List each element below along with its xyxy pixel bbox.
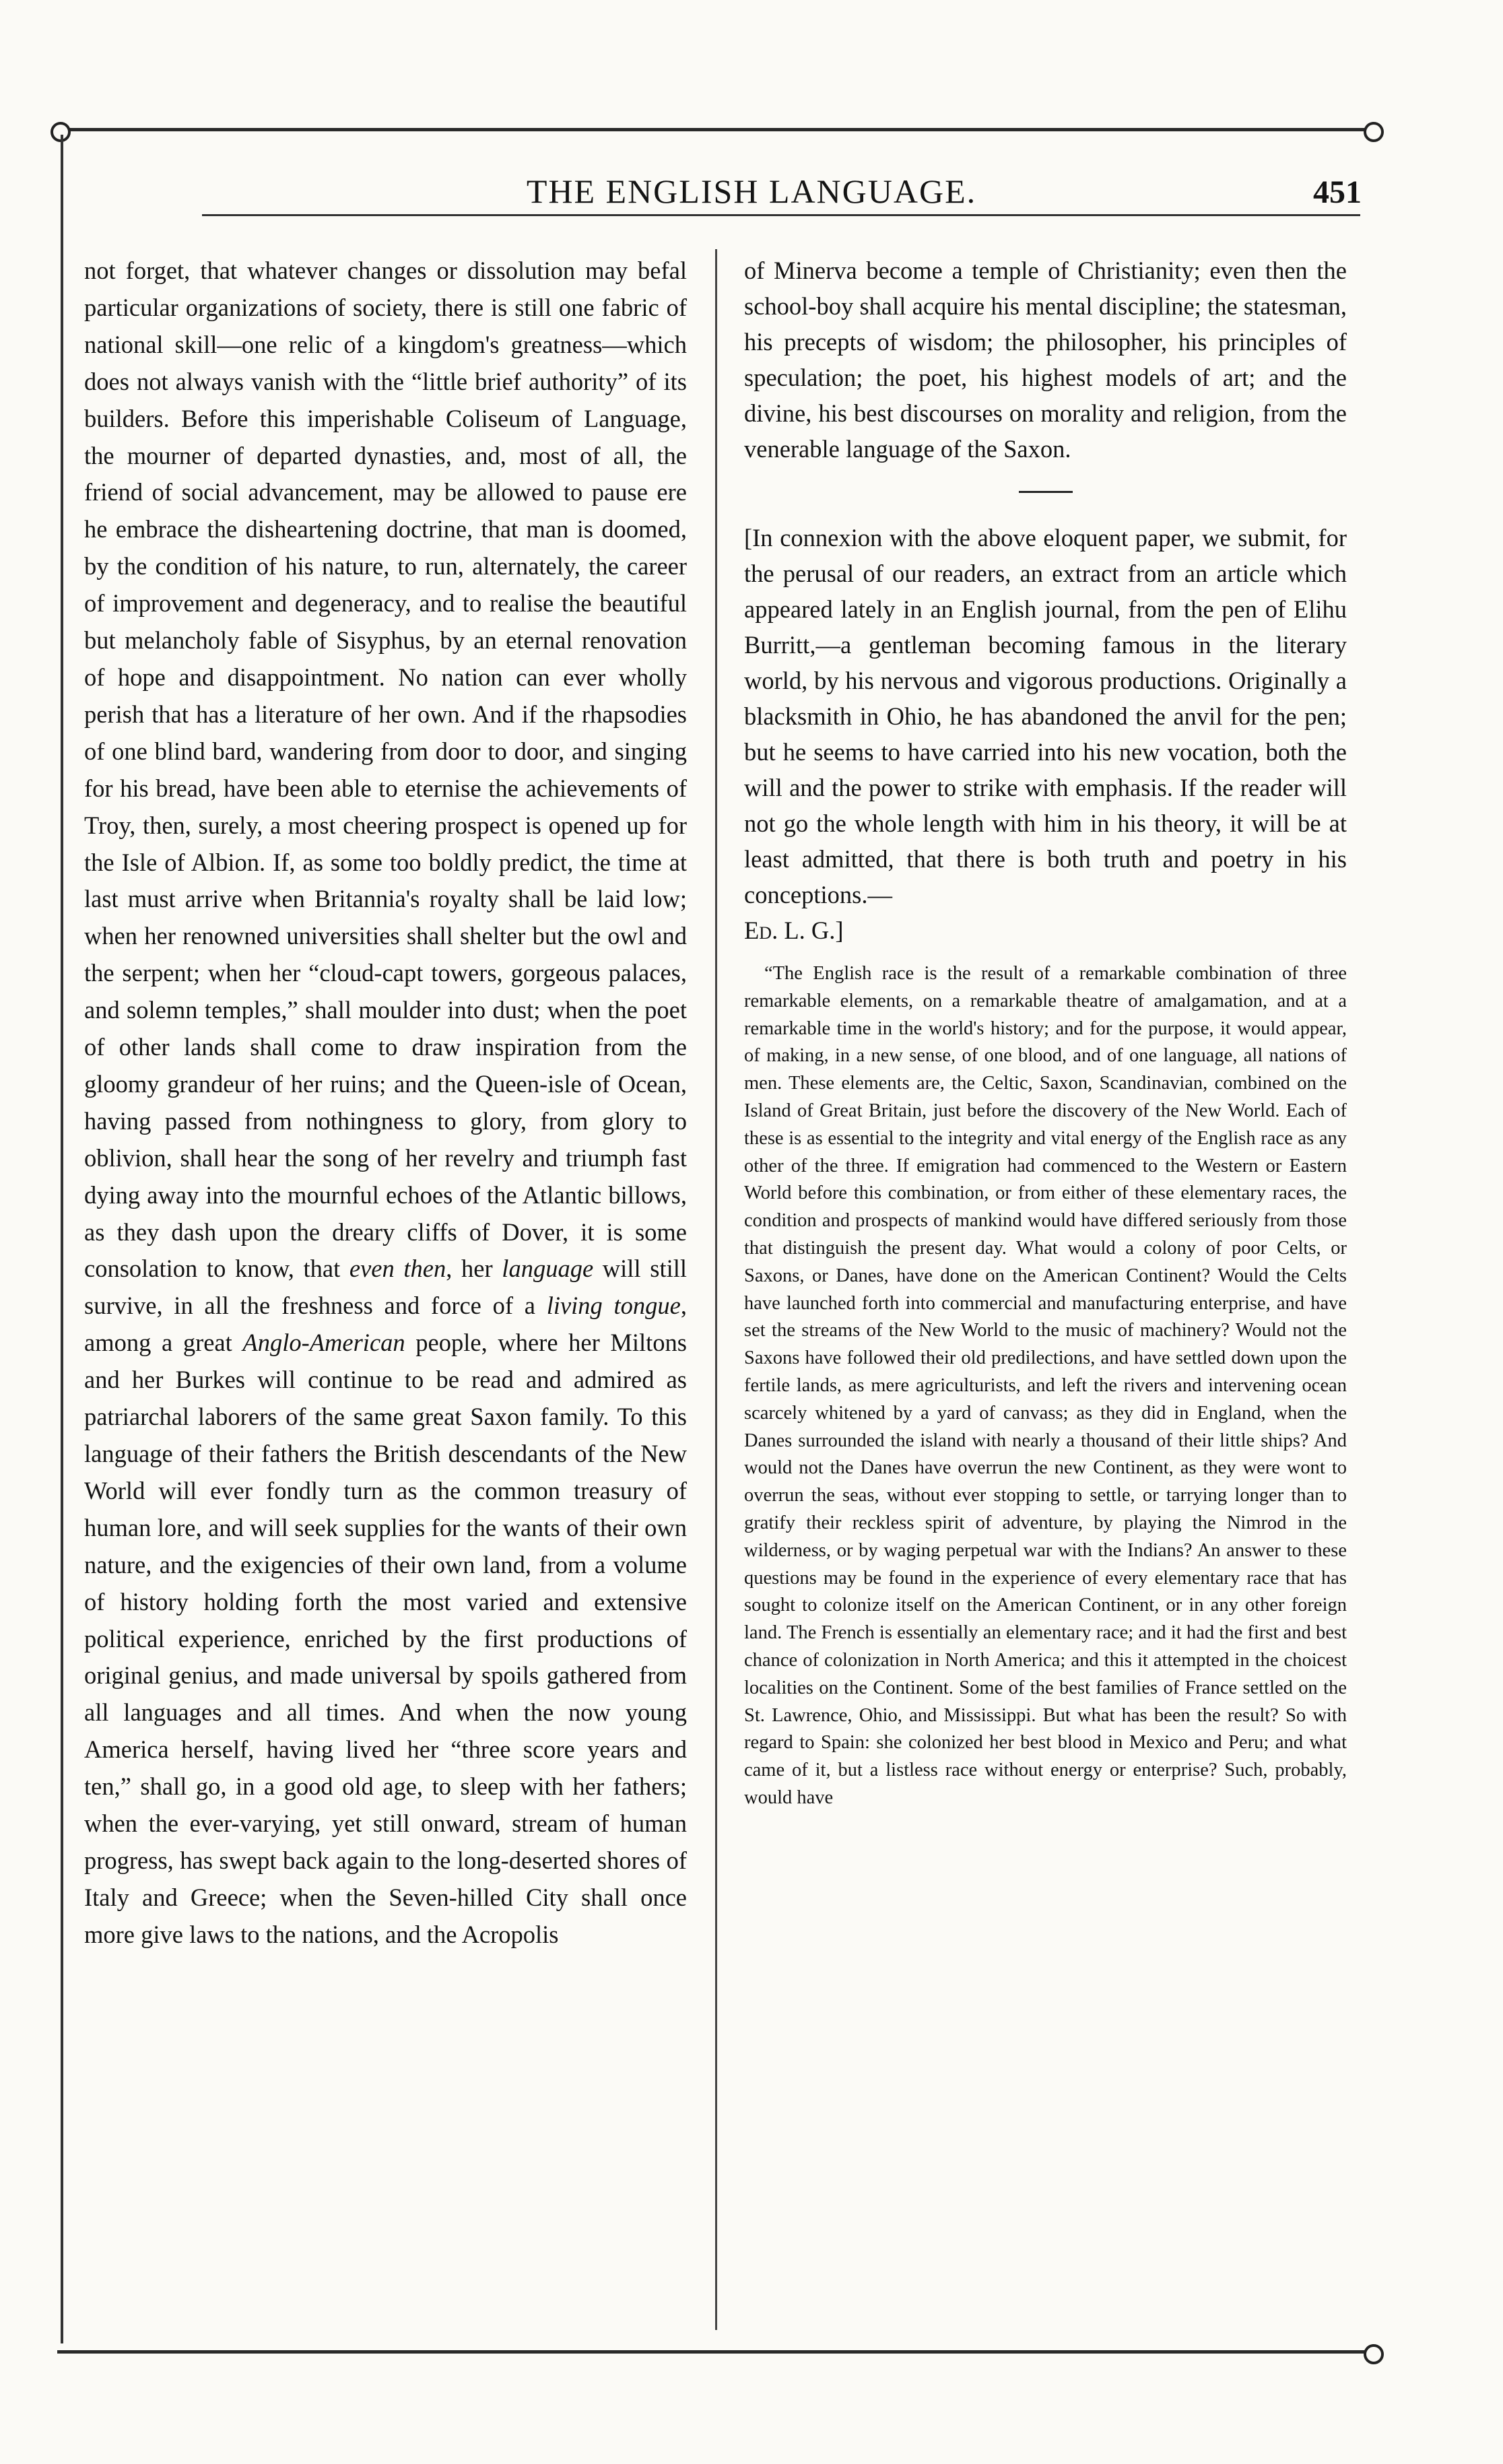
left-text-mid-3: , among a great [84, 1292, 688, 1357]
left-column-paragraph [84, 253, 687, 1954]
header-rule [202, 214, 1360, 216]
quoted-extract: “The English race is the result of a remarkable combination of three remarkable elements, on a remarkable theatre of amalgamation, and at a remarkable time in the world's history; and for the purpose, it would appear, of making, in a new sense, of one blood, and of one language, all nations of men. These elements are, the Celtic, Saxon, Scandinavian, combined on the Island of Great Britain, just before the discovery of the New World. Each of these is as essential to the integrity and vital energy of the English race as any other of the three. If emigration had commenced to the Western or Eastern World before this combination, or from either of these elementary races, the condition and prospects of mankind would have differed seriously from those that distinguish the present day. What would a colony of poor Celts, or Saxons, or Danes, have done on the American Continent? Would the Celts have launched forth into commercial and manufacturing enterprise, and have set the streams of the New World to the music of machinery? Would not the Saxons have followed their old predilections, and have settled down upon the fertile lands, as mere agriculturists, and left the rivers and intervening ocean scarcely whitened by a yard of canvass; as they did in England, when the Danes surrounded the island with nearly a thousand of their little ships? And would not the Danes have overrun the new Continent, as they were wont to overrun the seas, without ever stopping to settle, or tarrying longer than to gratify their reckless spirit of adventure, by playing the Nimrod in the wilderness, or by waging perpetual war with the Indians? An answer to these questions may be found in the experience of every elementary race that has sought to colonize itself on the American Continent, or in any other foreign land. The French is essentially an elementary race; and it had the first and best chance of colonization in North America; and this it attempted in the choicest localities on the Continent. Some of the best families of France settled on the St. Lawrence, Ohio, and Mississippi. But what has been the result? So with regard to Spain: she colonized her best blood in Mexico and Peru; and what came of it, but a listless race without energy or enterprise? Such, probably, would have [744, 963, 1347, 1808]
page-number: 451 [1313, 174, 1362, 210]
editor-signature: Ed. L. G.] [744, 917, 844, 944]
left-text-mid-1: , her [446, 1255, 493, 1283]
left-text-mid-2: will still survive, in all the freshness and force of a [84, 1255, 688, 1320]
section-separator [1019, 491, 1073, 493]
running-title: THE ENGLISH LANGUAGE. [526, 172, 977, 210]
left-emphasis-even-then: even then [349, 1255, 446, 1283]
left-emphasis-anglo-american: Anglo-American [242, 1329, 405, 1357]
top-border-rule [57, 128, 1377, 131]
left-border-rule [61, 135, 63, 2343]
left-text-main: not forget, that whatever changes or dissolution may befal particular organizations of society, there is still one fabric of national skill—one relic of a kingdom's greatness—which does not always vanish with the “little brief authority” of its builders. Before this imperishable Coliseum of Language, the mourner of departed dynasties, and, most of all, the friend of social advancement, may be allowed to pause ere he embrace the disheartening doctrine, that man is doomed, by the condition of his nature, to run, alternately, the career of improvement and degeneracy, and to realise the beautiful but melancholy fable of Sisyphus, by an eternal renovation of hope and disappointment. No nation can ever wholly perish that has a literature of her own. And if the rhapsodies of one blind bard, wandering from door to door, and singing for his bread, have been able to eternise the achievements of Troy, then, surely, a most cheering prospect is opened up for the Isle of Albion. If, as some too boldly predict, the time at last must arrive when Britannia's royalty shall be laid low; when her renowned universities shall shelter but the owl and the serpent; when her “cloud-capt towers, gorgeous palaces, and solemn temples,” shall moulder into dust; when the poet of other lands shall come to draw inspiration from the gloomy grandeur of her ruins; and the Queen-isle of Ocean, having passed from nothingness to glory, from glory to oblivion, shall hear the song of her revelry and triumph fast dying away into the mournful echoes of the Atlantic billows, as they dash upon the dreary cliffs of Dover, it is some consolation to know, that [84, 257, 687, 1283]
left-text-end: people, where her Miltons and her Burkes will continue to be read and admired as patriarchal laborers of the same great Saxon family. To this language of their fathers the British descendants of the New World will ever fondly turn as the common treasury of human lore, and will seek supplies for the wants of their own nature, and the exigencies of their own land, from a volume of history holding forth the most varied and extensive political experience, enriched by the first productions of original genius, and made universal by spoils gathered from all languages and all times. And when the now young America herself, having lived her “three score years and ten,” shall go, in a good old age, to sleep with her fathers; when the ever-varying, yet still onward, stream of human progress, has swept back again to the long-deserted shores of Italy and Greece; when the Seven-hilled City shall once more give laws to the nations, and the Acropolis [84, 1329, 687, 1948]
bottom-border-rule [57, 2350, 1377, 2354]
right-column [744, 253, 1347, 1812]
column-divider [715, 249, 717, 2330]
editor-note [744, 520, 1347, 948]
editor-note-text: [In connexion with the above eloquent paper, we submit, for the perusal of our readers, an extract from an article which appeared lately in an English journal, from the pen of Elihu Burritt,—a gentleman becoming famous in the literary world, by his nervous and vigorous productions. Originally a blacksmith in Ohio, he has abandoned the anvil for the pen; but he seems to have carried into his new vocation, both the will and the power to strike with emphasis. If the reader will not go the whole length with him in his theory, it will be at least admitted, that there is both truth and poetry in his conceptions.— [744, 524, 1347, 908]
left-column [84, 253, 687, 1954]
left-emphasis-language: language [502, 1255, 594, 1283]
left-emphasis-living-tongue: living tongue [546, 1292, 681, 1320]
right-continuation-paragraph: of Minerva become a temple of Christianity; even then the school-boy shall acquire his mental discipline; the statesman, his precepts of wisdom; the philosopher, his principles of speculation; the poet, his highest models of art; and the divine, his best discourses on morality and religion, from the venerable language of the Saxon. [744, 257, 1347, 463]
